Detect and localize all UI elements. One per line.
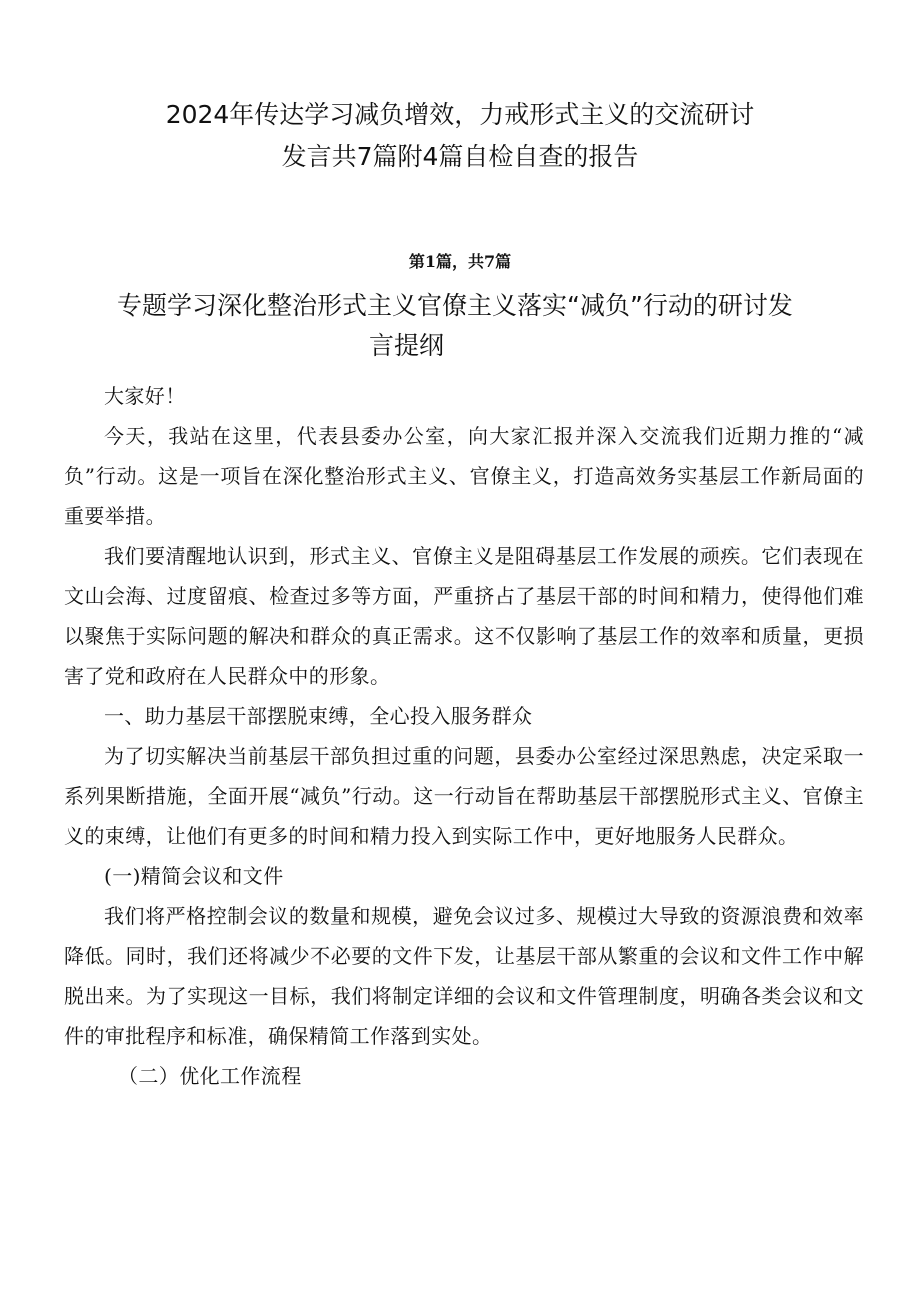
body-paragraph: 为了切实解决当前基层干部负担过重的问题，县委办公室经过深思熟虑，决定采取一系列果断措施，全面开展“减负”行动。这一行动旨在帮助基层干部摆脱形式主义、官僚主义的束缚，让他们有更多的时间和精力投入到实际工作中，更好地服务人民群众。 <box>64 744 864 848</box>
document-title-line-1: 2024年传达学习减负增效，力戒形式主义的交流研讨 <box>165 100 755 129</box>
subsection-heading: （二）优化工作流程 <box>118 1064 302 1088</box>
body-paragraph: 我们要清醒地认识到，形式主义、官僚主义是阻碍基层工作发展的顽疾。它们表现在文山会海、过度留痕、检查过多等方面，严重挤占了基层干部的时间和精力，使得他们难以聚焦于实际问题的解决和群众的真正需求。这不仅影响了基层工作的效率和质量，更损害了党和政府在人民群众中的形象。 <box>64 544 864 688</box>
subsection-heading: (一)精简会议和文件 <box>104 864 284 888</box>
document-title <box>0 94 920 178</box>
body-paragraph: 今天，我站在这里，代表县委办公室，向大家汇报并深入交流我们近期力推的“减负”行动。这是一项旨在深化整治形式主义、官僚主义，打造高效务实基层工作新局面的重要举措。 <box>64 424 864 528</box>
article-title <box>117 286 867 366</box>
greeting-paragraph: 大家好！ <box>104 384 186 408</box>
part-label: 第1篇，共7篇 <box>408 252 512 271</box>
article-title-line-2: 言提纲 <box>369 331 445 360</box>
document-title-line-2: 发言共7篇附4篇自检自查的报告 <box>281 142 639 171</box>
article-title-line-1: 专题学习深化整治形式主义官僚主义落实“减负”行动的研讨发 <box>117 291 793 320</box>
article-body <box>64 376 864 1096</box>
body-paragraph: 我们将严格控制会议的数量和规模，避免会议过多、规模过大导致的资源浪费和效率降低。同时，我们还将减少不必要的文件下发，让基层干部从繁重的会议和文件工作中解脱出来。为了实现这一目标，我们将制定详细的会议和文件管理制度，明确各类会议和文件的审批程序和标准，确保精简工作落到实处。 <box>64 904 864 1048</box>
section-heading: 一、助力基层干部摆脱束缚，全心投入服务群众 <box>104 704 533 728</box>
